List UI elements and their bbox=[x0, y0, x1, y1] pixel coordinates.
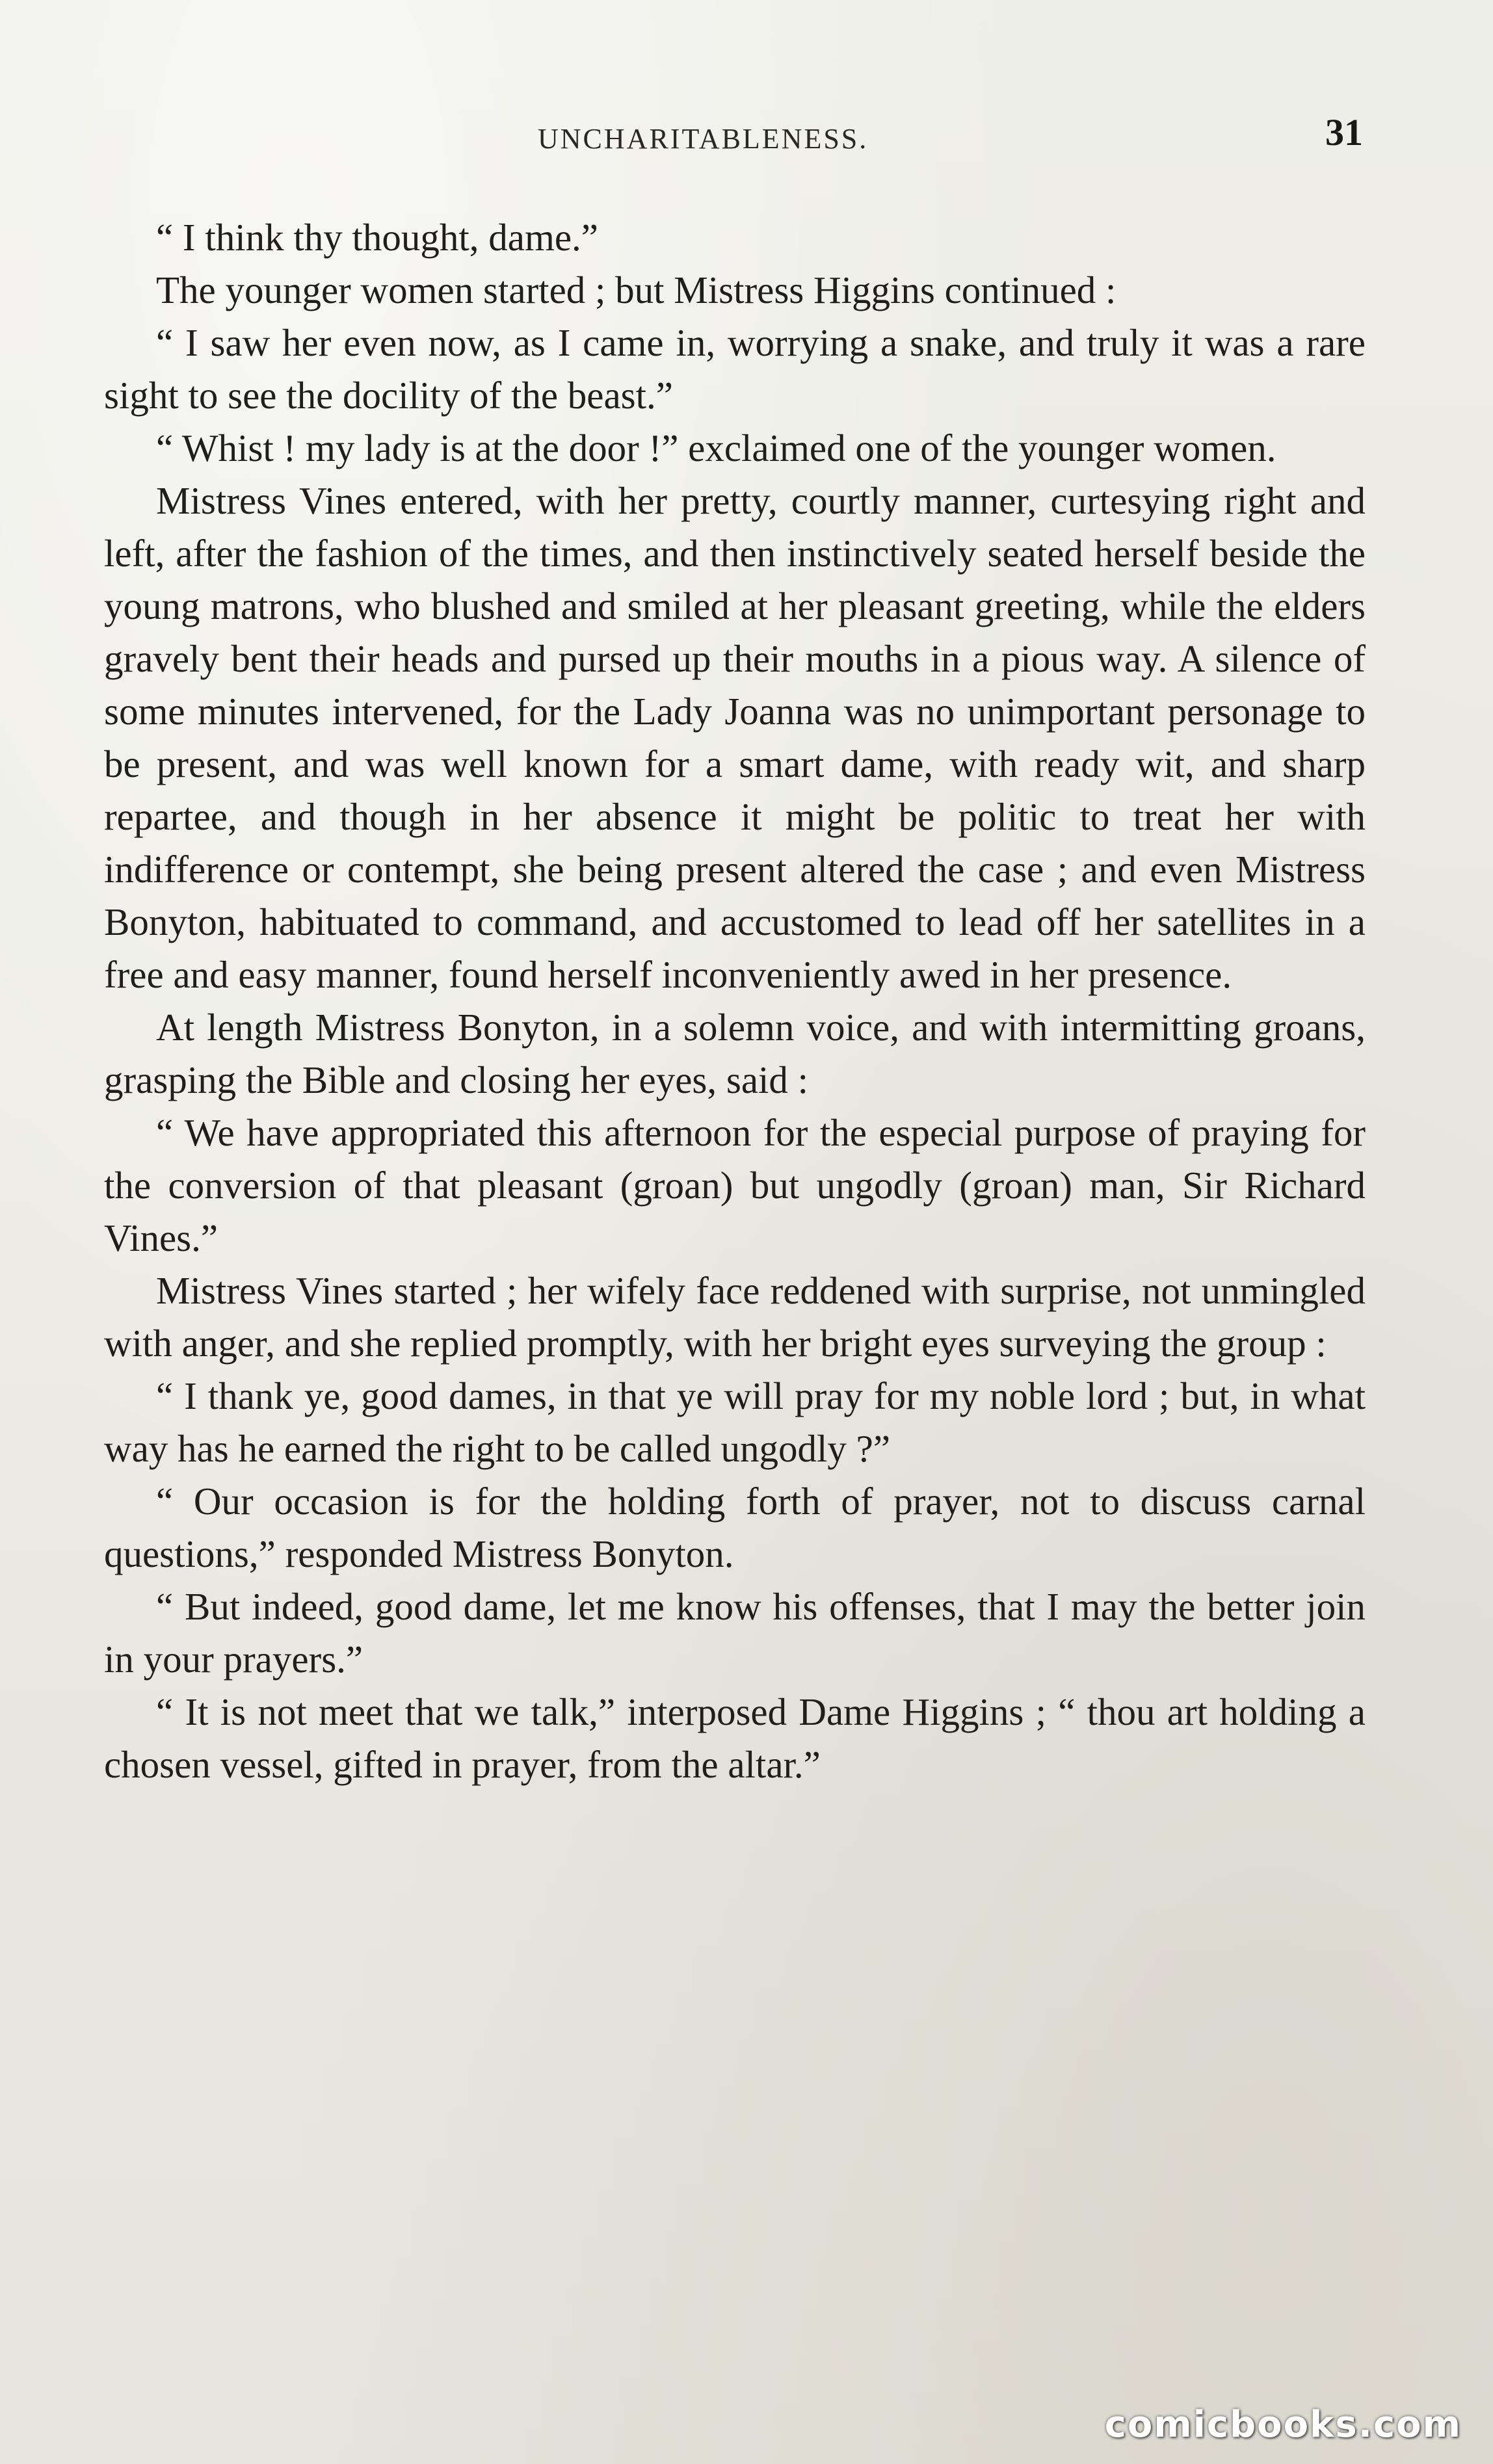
watermark: comicbooks.com bbox=[1104, 2404, 1462, 2446]
paragraph: Mistress Vines started ; her wifely face reddened with surprise, not unmingled with anger, and she replied promptly, with her bright eyes surveying the group : bbox=[104, 1269, 1366, 1365]
body-text bbox=[104, 211, 1366, 1791]
paragraph: Mistress Vines entered, with her pretty, courtly manner, curtesying right and left, after the fashion of the times, and then instinctively seated herself beside the young matrons, who blushed and smiled at her pleasant greeting, while the elders gravely bent their heads and pursed up their mouths in a pious way. A silence of some minutes intervened, for the Lady Joanna was no unimportant personage to be present, and was well known for a smart dame, with ready wit, and sharp repartee, and though in her absence it might be politic to treat her with indifference or contempt, she being present altered the case ; and even Mistress Bonyton, habituated to command, and accustomed to lead off her satellites in a free and easy manner, found herself inconveniently awed in her presence. bbox=[104, 479, 1366, 996]
page-number: 31 bbox=[1325, 111, 1363, 153]
page-header bbox=[104, 111, 1363, 163]
paragraph: The younger women started ; but Mistress Higgins continued : bbox=[156, 269, 1116, 311]
paragraph: “ It is not meet that we talk,” interposed Dame Higgins ; “ thou art holding a chosen vessel, gifted in prayer, from the altar.” bbox=[104, 1690, 1366, 1786]
paragraph: “ I thank ye, good dames, in that ye will pray for my noble lord ; but, in what way has he earned the right to be called ungodly ?” bbox=[104, 1374, 1366, 1470]
paragraph: At length Mistress Bonyton, in a solemn voice, and with intermitting groans, grasping the Bible and closing her eyes, said : bbox=[104, 1006, 1366, 1101]
paragraph: “ Whist ! my lady is at the door !” exclaimed one of the younger women. bbox=[156, 426, 1276, 469]
paragraph: “ I think thy thought, dame.” bbox=[156, 216, 598, 259]
paragraph: “ We have appropriated this afternoon for the especial purpose of praying for the conversion of that pleasant (groan) but ungodly (groan) man, Sir Richard Vines.” bbox=[104, 1111, 1366, 1259]
paragraph: “ Our occasion is for the holding forth of prayer, not to discuss carnal questions,” responded Mistress Bonyton. bbox=[104, 1480, 1366, 1575]
paragraph: “ I saw her even now, as I came in, worrying a snake, and truly it was a rare sight to see the docility of the beast.” bbox=[104, 321, 1366, 417]
running-head: UNCHARITABLENESS. bbox=[538, 123, 869, 155]
paragraph: “ But indeed, good dame, let me know his offenses, that I may the better join in your prayers.” bbox=[104, 1585, 1366, 1681]
